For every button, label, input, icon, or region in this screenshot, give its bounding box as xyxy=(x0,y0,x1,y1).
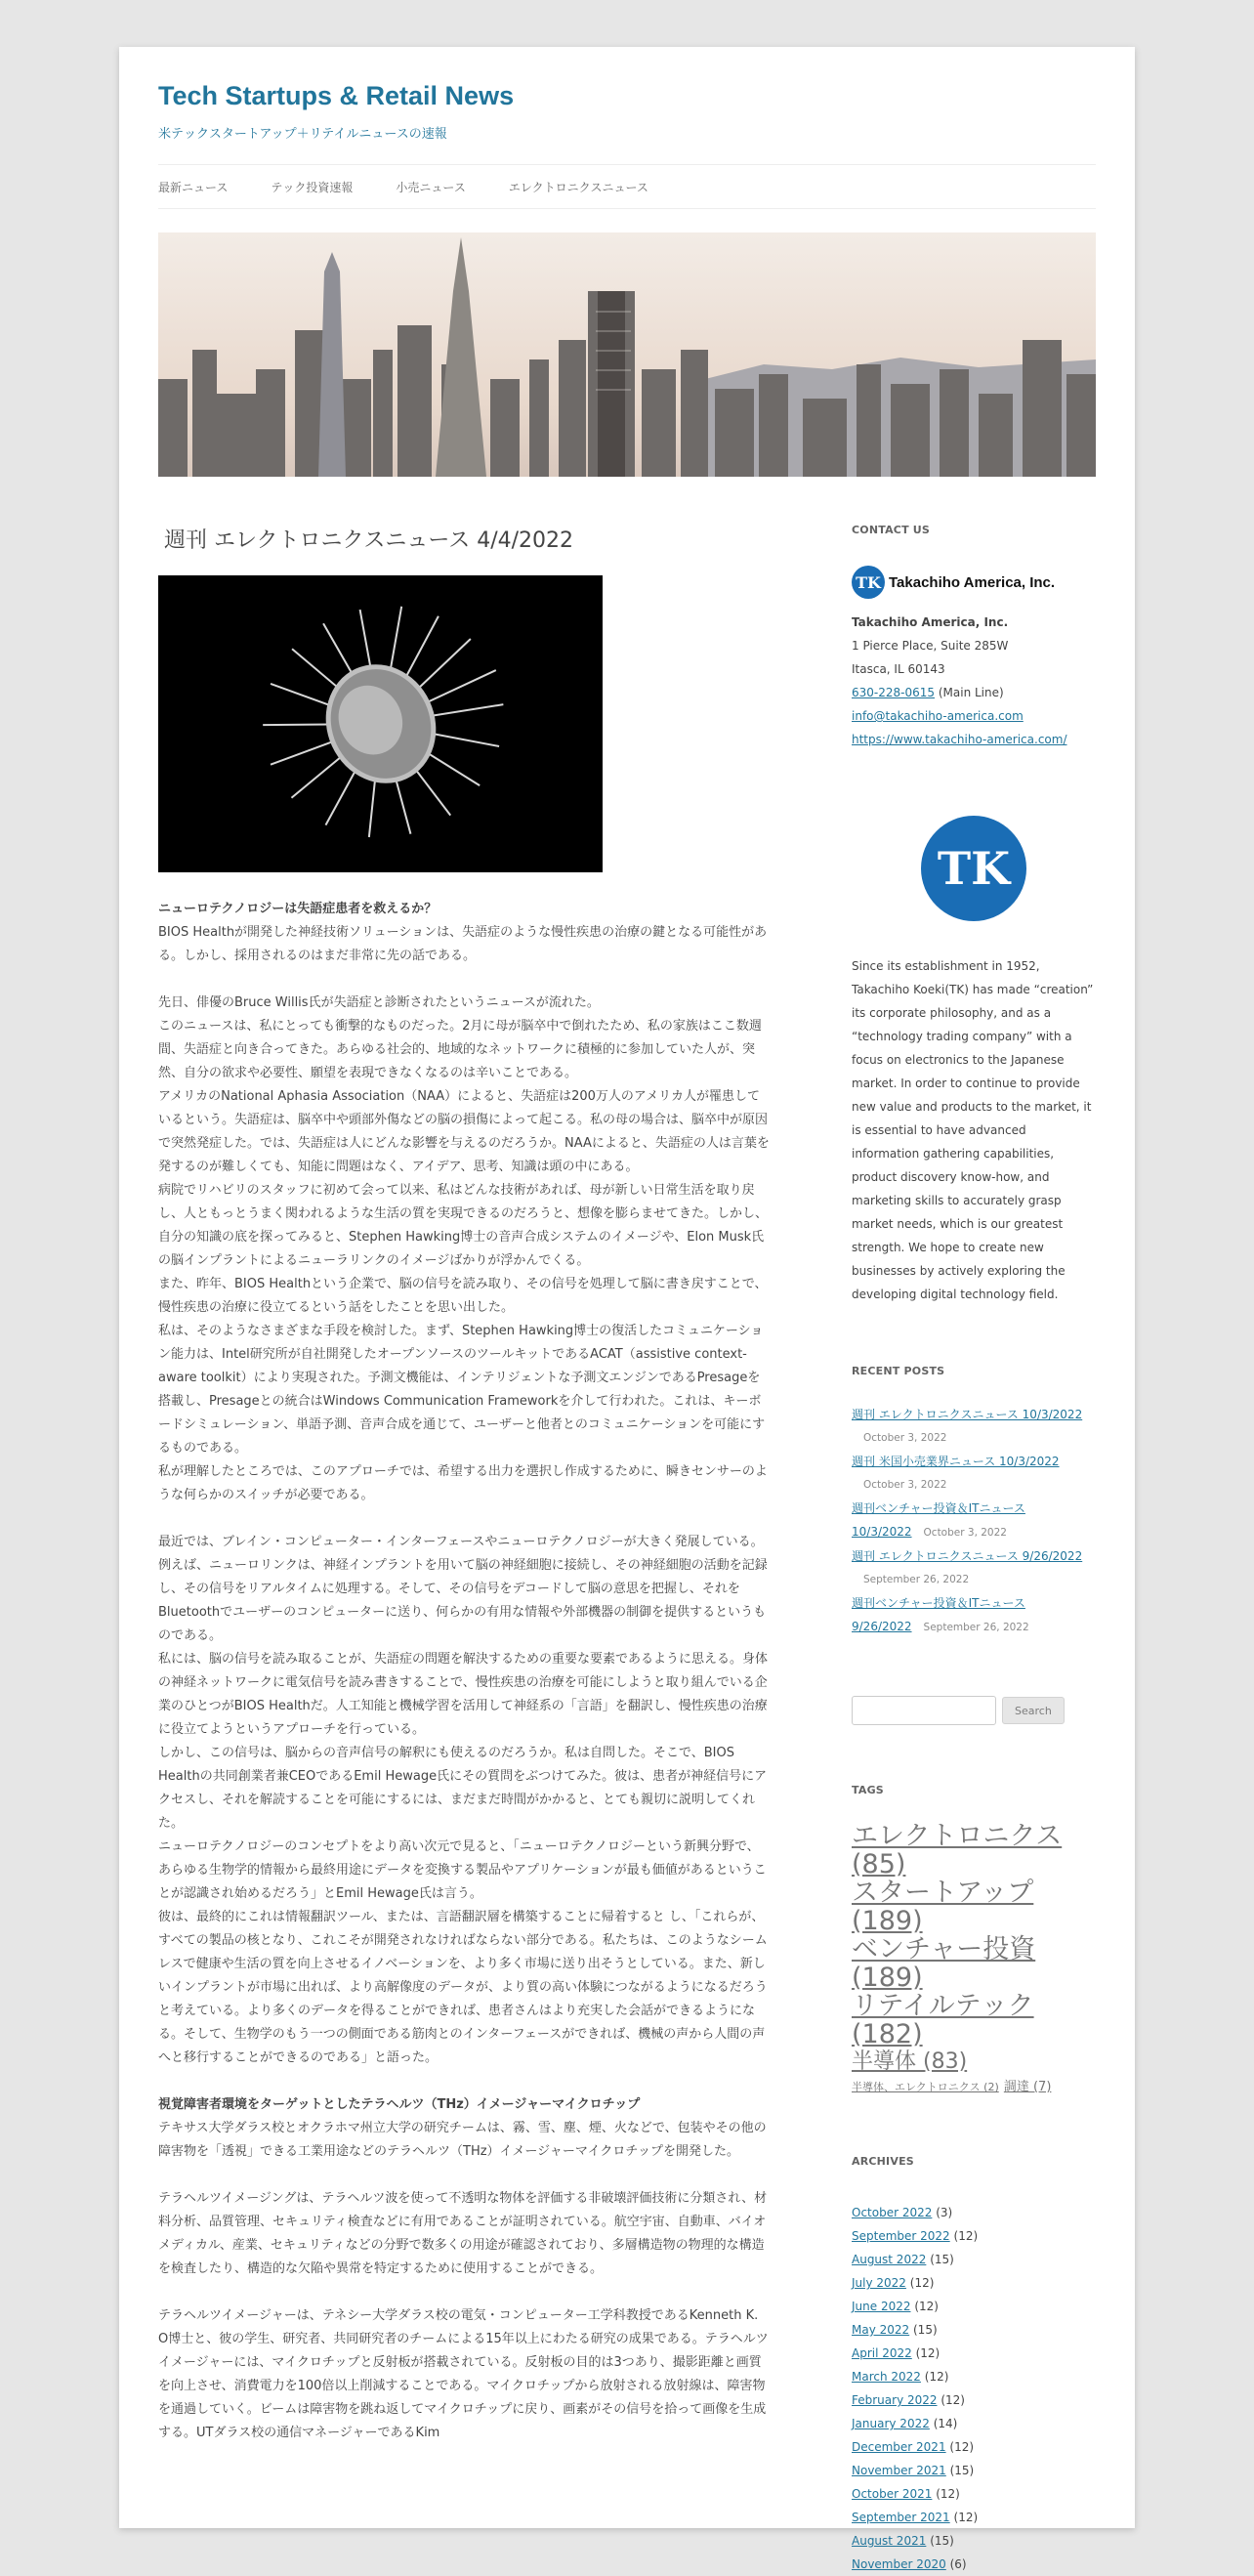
archive-link[interactable]: August 2021 xyxy=(852,2534,927,2548)
nav-item-electronics[interactable]: エレクトロニクスニュース xyxy=(508,180,648,194)
post-paragraph: また、昨年、BIOS Healthという企業で、脳の信号を読み取り、その信号を処理して脳に書き戻すことで、慢性疾患の治療に役立てるという話をしたことを思い出した。 xyxy=(158,1277,768,1315)
recent-post-date: October 3, 2022 xyxy=(923,1527,1007,1539)
archive-count: (12) xyxy=(915,2346,940,2360)
post-paragraph: 私が理解したところでは、このアプローチでは、希望する出力を選択し作成するために、瞬きセンサーのような何らかのスイッチが必要である。 xyxy=(158,1464,768,1502)
archive-item xyxy=(852,2482,1096,2506)
post-image-heatsink xyxy=(158,575,603,872)
tk-circle-icon xyxy=(921,816,1026,921)
recent-post-item xyxy=(852,1450,1096,1497)
archive-item xyxy=(852,2271,1096,2295)
archive-count: (12) xyxy=(914,2300,939,2313)
archive-link[interactable]: April 2022 xyxy=(852,2346,912,2360)
archive-link[interactable]: September 2021 xyxy=(852,2511,950,2524)
archive-item xyxy=(852,2388,1096,2412)
tag-link[interactable]: 半導体 (83) xyxy=(852,2049,968,2074)
archive-count: (15) xyxy=(930,2253,954,2266)
archive-item xyxy=(852,2365,1096,2388)
recent-posts-list xyxy=(852,1403,1096,1639)
nav-item-retail[interactable]: 小売ニュース xyxy=(396,180,466,194)
tag-link[interactable]: スタートアップ (189) xyxy=(852,1878,1034,1936)
post-paragraph: 最近では、ブレイン・コンピューター・インターフェースやニューロテクノロジーが大きく発展している。例えば、ニューロリンクは、神経インプラントを用いて脳の神経細胞に接続し、その神経細胞の活動を記録し、その信号をリアルタイムに処理する。そして、その信号をデコードして脳の意思を把握し、それをBluetoothでユーザーのコンピューターに送り、何らかの有用な情報や外部機器の制御を提供するというものである。 xyxy=(158,1535,768,1643)
post-paragraph: 私は、そのようなさまざまな手段を検討した。まず、Stephen Hawking博士の復活したコミュニケーション能力は、Intel研究所が自社開発したオープンソースのツールキットであるACAT（assistive context-aware toolkit）により実現された。予測文機能は、インテリジェントな予測文エンジンであるPresageを搭載し、Presageとの統合はWindows Communication Frameworkを介して行われた。これは、キーボードシミュレーション、単語予測、音声合成を通じて、ユーザーと他者とのコミュニケーションを可能にするものである。 xyxy=(158,1324,766,1456)
site-header xyxy=(158,80,1096,142)
header-banner-image xyxy=(158,232,1096,477)
svg-text:TK: TK xyxy=(937,842,1011,895)
nav-item-tech-investment[interactable]: テック投資速報 xyxy=(271,180,354,194)
tag-link[interactable]: ベンチャー投資 (189) xyxy=(852,1934,1036,1993)
archive-link[interactable]: March 2022 xyxy=(852,2370,921,2384)
company-about-text: Since its establishment in 1952, Takachiho Koeki(TK) has made “creation” its corporate philosophy, and as a “technology trading company” with a focus on electronics to the Japanese market. In order to continue to provide new value and products to the market, it is essential to have advanced information gathering capabilities, product discovery know-how, and marketing skills to accurately grasp market needs, which is our greatest strength. We hope to create new businesses by actively exploring the developing digital technology field. xyxy=(852,959,1094,1301)
search-button[interactable]: Search xyxy=(1002,1697,1065,1724)
archive-item xyxy=(852,2201,1096,2224)
post-paragraph: アメリカのNational Aphasia Association（NAA）によると、失語症は200万人のアメリカ人が罹患しているという。失語症は、脳卒中や頭部外傷などの脳の損傷によって起こる。私の母の場合は、脳卒中が原因で突然発症した。では、失語症は人にどんな影響を与えるのだろうか。NAAによると、失語症の人は言葉を発するのが難しくても、知能に問題はなく、アイデア、思考、知識は頭の中にある。 xyxy=(158,1089,770,1174)
archive-item xyxy=(852,2529,1096,2553)
main-navigation xyxy=(158,164,1096,209)
city-skyline-image xyxy=(158,232,1096,477)
site-description: 米テックスタートアップ＋リテイルニュースの速報 xyxy=(158,127,447,143)
archive-count: (15) xyxy=(930,2534,954,2548)
archives-heading: ARCHIVES xyxy=(852,2155,914,2168)
heatsink-image xyxy=(158,575,603,872)
post-paragraph: 私には、脳の信号を読み取ることが、失語症の問題を解決するための重要な要素であるように思える。身体の神経ネットワークに電気信号を読み書きすることで、慢性疾患の治療を可能にしようと取り組んでいる企業のひとつがBIOS Healthだ。人工知能と機械学習を活用して神経系の「言語」を翻訳し、慢性疾患の治療に役立てようというアプローチを行っている。 xyxy=(158,1652,769,1737)
archive-link[interactable]: July 2022 xyxy=(852,2276,906,2290)
contact-website-link[interactable]: https://www.takachiho-america.com/ xyxy=(852,733,1067,746)
tk-circle-logo xyxy=(921,816,1026,921)
section-heading: ニューロテクノロジーは失語症患者を救えるか？ xyxy=(158,902,438,916)
archive-count: (12) xyxy=(909,2276,935,2290)
post-paragraph: 彼は、最終的にこれは情報翻訳ツール、または、言語翻訳層を構築することに帰着すると し、「これらが、すべての製品の核となり、これこそが開発されなければならない部分である。私たちは、このようなシームレスで健康や生活の質を向上させるイノベーションを、より多く市場に送り出そうとしている。また、新しいインプラントが市場に出れば、より高解像度のデータが、より質の高い体験につながるようになるだろうと考えている。より多くのデータを得ることができれば、患者さんはより充実した会話ができるようになる。そして、生物学のもう一つの側面である筋肉とのインターフェースができれば、機械の声から人間の声へと移行することができるのである」と語った。 xyxy=(158,1910,768,2065)
recent-post-link[interactable]: 週刊 エレクトロニクスニュース 9/26/2022 xyxy=(852,1549,1083,1563)
paragraph-spacer xyxy=(158,2281,770,2304)
recent-post-item xyxy=(852,1497,1096,1544)
post-paragraph: このニュースは、私にとっても衝撃的なものだった。2月に母が脳卒中で倒れたため、私の家族はここ数週間、失語症と向き合ってきた。あらゆる社会的、地域的なネットワークに積極的に参加していた人が、突然、自分の欲求や必要性、願望を表現できなくなるのは辛いことである。 xyxy=(158,1019,762,1080)
search-form xyxy=(852,1696,1096,1725)
post-paragraph: テラヘルツイメージャーは、テネシー大学ダラス校の電気・コンピューター工学科教授であるKenneth K. O博士と、彼の学生、研究者、共同研究者のチームによる15年以上にわたる研究の成果である。テラヘルツイメージャーには、マイクロチップと反射板が搭載されている。反射板の目的は3つあり、撮影距離と画質を向上させ、消費電力を100倍以上削減することである。マイクロチップから放射される放射線は、障害物を通過していく。ビームは障害物を跳ね返してマイクロチップに戻り、画素がその信号を拾って画像を生成する。UTダラス校の通信マネージャーであるKim xyxy=(158,2308,769,2440)
archive-count: (12) xyxy=(936,2487,960,2501)
page xyxy=(119,47,1135,2571)
archive-link[interactable]: September 2022 xyxy=(852,2229,950,2243)
recent-post-date: October 3, 2022 xyxy=(863,1432,947,1444)
archive-item xyxy=(852,2248,1096,2271)
archive-item xyxy=(852,2342,1096,2365)
tk-logo-mark xyxy=(852,566,885,599)
takachiho-logo xyxy=(852,566,1096,599)
tag-link[interactable]: 調達 (7) xyxy=(1003,2080,1052,2094)
contact-heading: CONTACT US xyxy=(852,524,931,536)
recent-post-date: September 26, 2022 xyxy=(923,1622,1029,1633)
recent-post-item xyxy=(852,1544,1096,1591)
archive-count: (12) xyxy=(953,2511,979,2524)
archive-count: (14) xyxy=(933,2417,958,2430)
archive-link[interactable]: November 2020 xyxy=(852,2557,946,2571)
tag-link[interactable]: エレクトロニクス (85) xyxy=(852,1821,1063,1879)
paragraph-spacer xyxy=(158,2070,770,2093)
archive-count: (12) xyxy=(924,2370,949,2384)
archive-item xyxy=(852,2224,1096,2248)
logo-wordmark: Takachiho America, Inc. xyxy=(889,573,1056,591)
paragraph-spacer xyxy=(158,1507,770,1531)
paragraph-spacer xyxy=(158,2164,770,2187)
archive-count: (12) xyxy=(949,2440,975,2454)
contact-phone-label: (Main Line) xyxy=(938,686,1004,699)
archive-link[interactable]: November 2021 xyxy=(852,2464,946,2477)
archive-count: (12) xyxy=(953,2229,979,2243)
recent-post-item xyxy=(852,1591,1096,1639)
archive-item xyxy=(852,2506,1096,2529)
recent-post-date: September 26, 2022 xyxy=(863,1574,970,1585)
recent-post-date: October 3, 2022 xyxy=(863,1479,947,1491)
site-title[interactable]: Tech Startups & Retail News xyxy=(158,81,515,110)
recent-post-link[interactable]: 週刊 米国小売業界ニュース 10/3/2022 xyxy=(852,1455,1060,1468)
post-paragraph: 先日、俳優のBruce Willis氏が失語症と診断されたというニュースが流れた。 xyxy=(158,995,600,1010)
post-paragraph: BIOS Healthが開発した神経技術ソリューションは、失語症のような慢性疾患の治療の鍵となる可能性がある。しかし、採用されるのはまだ非常に先の話である。 xyxy=(158,925,768,963)
nav-item-latest[interactable]: 最新ニュース xyxy=(158,180,229,194)
archives-list xyxy=(852,2201,1096,2576)
recent-posts-heading: RECENT POSTS xyxy=(852,1365,945,1377)
archive-item xyxy=(852,2553,1096,2576)
contact-address-line2: Itasca, IL 60143 xyxy=(852,662,945,676)
archive-link[interactable]: January 2022 xyxy=(852,2417,930,2430)
paragraph-spacer xyxy=(158,968,770,992)
archive-link[interactable]: October 2021 xyxy=(852,2487,933,2501)
contact-address-line1: 1 Pierce Place, Suite 285W xyxy=(852,639,1009,653)
recent-post-link[interactable]: 週刊 エレクトロニクスニュース 10/3/2022 xyxy=(852,1408,1083,1421)
svg-text:TK: TK xyxy=(856,573,881,592)
tag-link[interactable]: 半導体、エレクトロニクス (2) xyxy=(852,2081,999,2093)
archive-count: (15) xyxy=(913,2323,938,2337)
archive-link[interactable]: February 2022 xyxy=(852,2393,938,2407)
archive-count: (15) xyxy=(949,2464,975,2477)
post-paragraph: テラヘルツイメージングは、テラヘルツ波を使って不透明な物体を評価する非破壊評価技術に分類され、材料分析、品質管理、セキュリティ検査などに有用であることが証明されている。航空宇宙、自動車、バイオメディカル、産業、セキュリティなどの分野で数多くの用途が確認されており、多層構造物の物理的な構造を検査したり、構造的な欠陥や異常を特定するために使用することができる。 xyxy=(158,2191,768,2276)
recent-post-link[interactable]: 週刊ベンチャー投資＆ITニュース 10/3/2022 xyxy=(852,1501,1025,1539)
section-heading: 視覚障害者環境をターゲットとしたテラヘルツ（THz）イメージャーマイクロチップ xyxy=(158,2097,641,2112)
post-paragraph: しかし、この信号は、脳からの音声信号の解釈にも使えるのだろうか。私は自問した。そこで、BIOS Healthの共同創業者兼CEOであるEmil Hewage氏にその質問をぶつけてみた。彼は、患者が神経信号にアクセスし、それを解読することを可能にするには、まだまだ時間がかかると、とても親切に説明してくれた。 xyxy=(158,1746,768,1831)
archive-link[interactable]: May 2022 xyxy=(852,2323,910,2337)
archive-link[interactable]: August 2022 xyxy=(852,2253,927,2266)
archive-item xyxy=(852,2459,1096,2482)
contact-details xyxy=(852,611,1096,751)
contact-company: Takachiho America, Inc. xyxy=(852,615,1009,629)
contact-phone-link[interactable]: 630-228-0615 xyxy=(852,686,936,699)
archive-item xyxy=(852,2435,1096,2459)
post-body xyxy=(158,898,770,2445)
archive-count: (3) xyxy=(936,2206,953,2219)
post-paragraph: テキサス大学ダラス校とオクラホマ州立大学の研究チームは、霧、雪、塵、煙、火などで、包装やその他の障害物を「透視」できる工業用途などのテラヘルツ（THz）イメージャーマイクロチップを開発した。 xyxy=(158,2121,767,2159)
archive-count: (6) xyxy=(949,2557,967,2571)
contact-email-link[interactable]: info@takachiho-america.com xyxy=(852,709,1024,723)
recent-post-link[interactable]: 週刊ベンチャー投資＆ITニュース 9/26/2022 xyxy=(852,1596,1025,1633)
archive-item xyxy=(852,2318,1096,2342)
archive-item xyxy=(852,2412,1096,2435)
archive-link[interactable]: October 2022 xyxy=(852,2206,933,2219)
main-content xyxy=(158,524,770,2445)
post-paragraph: 病院でリハビリのスタッフに初めて会って以来、私はどんな技術があれば、母が新しい日常生活を取り戻し、人ともっとうまく関われるような生活の質を実現できるのだろうと、想像を膨らませてきた。しかし、自分の知識の底を探ってみると、Stephen Hawking博士の音声合成システムのイメージや、Elon Musk氏の脳インプラントによるニューラリンクのイメージばかりが浮かんでくる。 xyxy=(158,1183,769,1268)
search-input[interactable] xyxy=(852,1696,996,1725)
archive-link[interactable]: December 2021 xyxy=(852,2440,946,2454)
tag-cloud xyxy=(852,1822,1096,2096)
post-title: 週刊 エレクトロニクスニュース 4/4/2022 xyxy=(164,528,574,553)
archive-link[interactable]: June 2022 xyxy=(852,2300,911,2313)
archive-count: (12) xyxy=(940,2393,965,2407)
recent-post-item xyxy=(852,1403,1096,1450)
sidebar xyxy=(852,524,1096,2576)
tag-link[interactable]: リテイルテック (182) xyxy=(852,1991,1034,2049)
archive-item xyxy=(852,2295,1096,2318)
tags-heading: TAGS xyxy=(852,1784,884,1796)
post-paragraph: ニューロテクノロジーのコンセプトをより高い次元で見ると、「ニューロテクノロジーという新興分野で、あらゆる生物学的情報から最終用途にデータを変換する製品やアプリケーションが最も価値があるということが認識され始めるだろう」とEmil Hewage氏は言う。 xyxy=(158,1839,767,1901)
